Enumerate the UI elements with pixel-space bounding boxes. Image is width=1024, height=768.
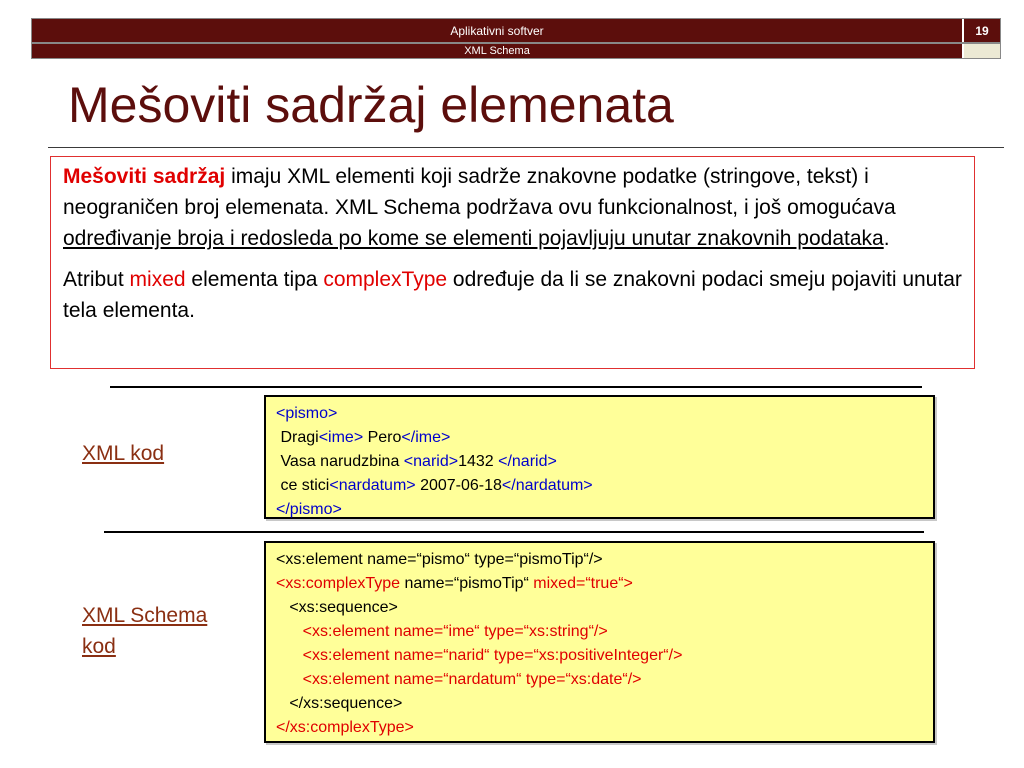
- definition-end: .: [883, 227, 890, 250]
- code-tag: </nardatum>: [501, 477, 593, 494]
- section-bar-filler: [962, 44, 1000, 58]
- schema-code-line: </xs:sequence>: [276, 695, 403, 712]
- separator-line-top: [110, 386, 922, 388]
- code-text: ce stici: [276, 477, 330, 494]
- definition-paragraph-2: [63, 264, 962, 326]
- mixed-attribute: mixed: [129, 268, 186, 291]
- course-title: Aplikativni softver: [32, 19, 962, 42]
- code-tag: <ime>: [318, 429, 364, 446]
- slide-title: Mešoviti sadržaj elemenata: [68, 77, 674, 133]
- definition-text-2a: Atribut: [63, 268, 130, 291]
- code-text: 1432: [458, 453, 499, 470]
- code-tag: <pismo>: [276, 405, 338, 422]
- schema-code-line: <xs:element name=“ime“ type=“xs:string“/>: [276, 623, 608, 640]
- page-number: 19: [962, 19, 1000, 42]
- section-bar: [31, 43, 1001, 59]
- code-text: Dragi: [276, 429, 319, 446]
- definition-paragraph-1: [63, 161, 962, 254]
- code-text: Pero: [363, 429, 402, 446]
- schema-code-tag: <xs:complexType: [276, 575, 401, 592]
- title-divider: [48, 147, 1004, 148]
- schema-code-box: [264, 541, 935, 743]
- schema-code-line: </xs:complexType>: [276, 719, 414, 736]
- code-tag: <nardatum>: [329, 477, 416, 494]
- schema-code-line: <xs:element name=“pismo“ type=“pismoTip“/>: [276, 551, 603, 568]
- schema-code-text: name=“pismoTip“: [400, 575, 534, 592]
- complextype-term: complexType: [323, 268, 448, 291]
- schema-code-line: <xs:element name=“narid“ type=“xs:positiveInteger“/>: [276, 647, 683, 664]
- definition-box: [50, 156, 975, 369]
- schema-code-mixed: mixed=“true“>: [533, 575, 633, 592]
- schema-link-line-1: XML Schema: [82, 604, 208, 627]
- code-tag: </pismo>: [276, 501, 342, 518]
- definition-text-2b: elementa tipa: [185, 268, 324, 291]
- schema-code-line: <xs:sequence>: [276, 599, 398, 616]
- definition-text-2c: određuje da li se znakovni podaci smeju pojaviti unutar tela elementa.: [63, 268, 962, 322]
- code-tag: </narid>: [498, 453, 557, 470]
- code-tag: </ime>: [401, 429, 451, 446]
- schema-link-line-2: kod: [82, 635, 116, 658]
- code-text: Vasa narudzbina: [276, 453, 404, 470]
- code-text: 2007-06-18: [415, 477, 502, 494]
- header-bar: [31, 18, 1001, 43]
- definition-underlined-text: određivanje broja i redosleda po kome se elementi pojavljuju unutar znakovnih podataka: [63, 227, 884, 250]
- schema-code-line: <xs:element name=“nardatum“ type=“xs:date“/>: [276, 671, 642, 688]
- separator-line-middle: [104, 531, 924, 533]
- code-tag: <narid>: [403, 453, 459, 470]
- xml-schema-code-link[interactable]: [82, 600, 207, 662]
- mixed-content-term: Mešoviti sadržaj: [63, 165, 226, 188]
- xml-code-box: [264, 395, 935, 519]
- xml-code-link[interactable]: XML kod: [82, 442, 165, 465]
- section-title: XML Schema: [32, 44, 962, 58]
- definition-text-1: imaju XML elementi koji sadrže znakovne podatke (stringove, tekst) i neograničen broj elemenata. XML Schema podržava ovu funkcionalnost, i još omogućava: [63, 165, 896, 219]
